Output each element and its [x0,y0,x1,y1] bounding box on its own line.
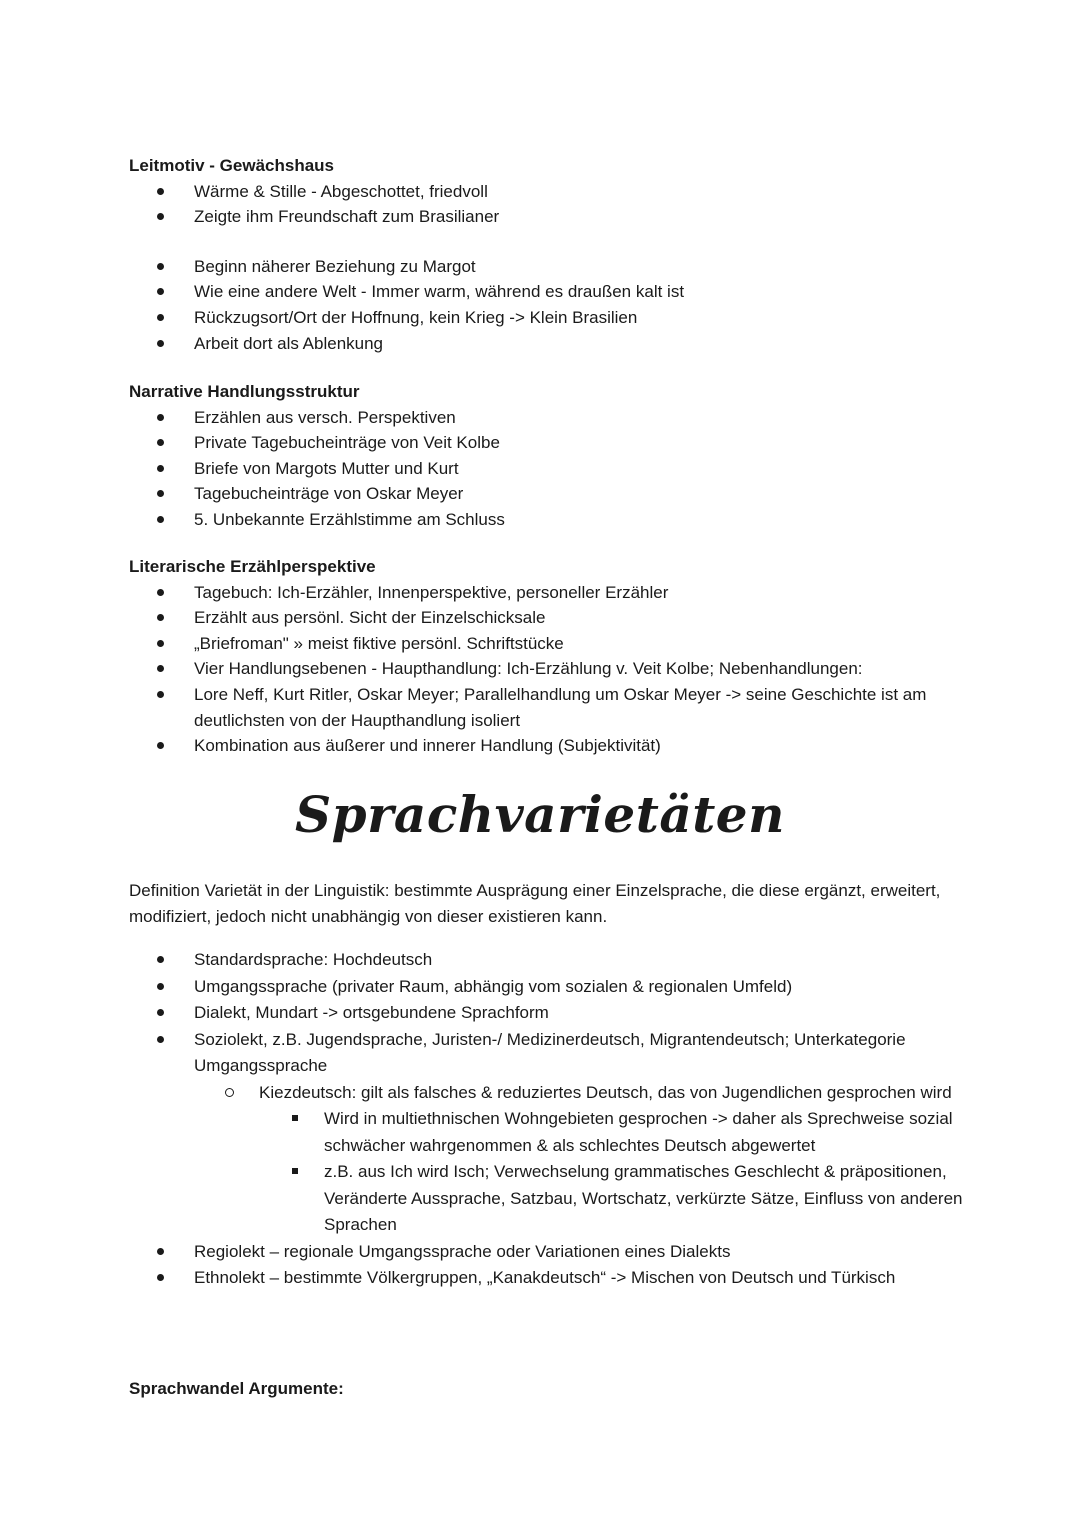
list-leitmotiv-b [129,254,969,356]
sub-sub-list-item: Wird in multiethnischen Wohngebieten gesprochen -> daher als Sprechweise sozial schwächer wahrgenommen & als schlechtes Deutsch abgewertet [129,1106,969,1159]
sub-sub-list-item: z.B. aus Ich wird Isch; Verwechselung grammatisches Geschlecht & präpositionen, Veränderte Aussprache, Satzbau, Wortschatz, verkürzte Sätze, Einfluss von anderen Sprachen [129,1159,969,1239]
list-leitmotiv-a [129,179,969,230]
list-narrative [129,405,969,533]
list-item: Soziolekt, z.B. Jugendsprache, Juristen-/ Medizinerdeutsch, Migrantendeutsch; Unterkategorie Umgangssprache [129,1027,969,1080]
list-item: Kombination aus äußerer und innerer Handlung (Subjektivität) [129,733,969,759]
sub-list-item: Kiezdeutsch: gilt als falsches & reduziertes Deutsch, das von Jugendlichen gesprochen wird [129,1080,969,1107]
list-item: Wärme & Stille - Abgeschottet, friedvoll [129,179,969,205]
heading-leitmotiv: Leitmotiv - Gewächshaus [129,156,334,175]
section-sprachwandel [129,1376,969,1402]
list-item: Wie eine andere Welt - Immer warm, während es draußen kalt ist [129,279,969,305]
list-item: Dialekt, Mundart -> ortsgebundene Sprachform [129,1000,969,1027]
list-item: Beginn näherer Beziehung zu Margot [129,254,969,280]
heading-perspektive: Literarische Erzählperspektive [129,557,376,576]
section-leitmotiv [129,153,969,356]
section-narrative [129,379,969,533]
list-item: Private Tagebucheinträge von Veit Kolbe [129,430,969,456]
list-item: Umgangssprache (privater Raum, abhängig vom sozialen & regionalen Umfeld) [129,974,969,1001]
heading-narrative: Narrative Handlungsstruktur [129,382,360,401]
list-item: Erzählen aus versch. Perspektiven [129,405,969,431]
list-item: Regiolekt – regionale Umgangssprache oder Variationen eines Dialekts [129,1239,969,1266]
list-item: Briefe von Margots Mutter und Kurt [129,456,969,482]
list-item: Vier Handlungsebenen - Haupthandlung: Ich-Erzählung v. Veit Kolbe; Nebenhandlungen: [129,656,969,682]
list-item: Arbeit dort als Ablenkung [129,331,969,357]
definition-text: Definition Varietät in der Linguistik: bestimmte Ausprägung einer Einzelsprache, die diese ergänzt, erweitert, modifiziert, jedoch nicht unabhängig von dieser existieren kann. [129,881,941,926]
heading-sprachwandel: Sprachwandel Argumente: [129,1379,344,1398]
section-perspektive [129,554,969,759]
list-item: Zeigte ihm Freundschaft zum Brasilianer [129,204,969,230]
list-item: Erzählt aus persönl. Sicht der Einzelschicksale [129,605,969,631]
section-sprachvarietaeten [129,878,969,1292]
list-item: Lore Neff, Kurt Ritler, Oskar Meyer; Parallelhandlung um Oskar Meyer -> seine Geschichte ist am deutlichsten von der Haupthandlung isoliert [129,682,969,733]
list-item: Tagebuch: Ich-Erzähler, Innenperspektive, personeller Erzähler [129,580,969,606]
list-perspektive [129,580,969,759]
list-item: Tagebucheinträge von Oskar Meyer [129,481,969,507]
list-item: Standardsprache: Hochdeutsch [129,947,969,974]
list-varietaeten [129,947,969,1292]
list-item: „Briefroman" » meist fiktive persönl. Schriftstücke [129,631,969,657]
page-title: Sprachvarietäten [295,785,785,844]
list-item: 5. Unbekannte Erzählstimme am Schluss [129,507,969,533]
list-item: Ethnolekt – bestimmte Völkergruppen, „Kanakdeutsch“ -> Mischen von Deutsch und Türkisch [129,1265,969,1292]
list-item: Rückzugsort/Ort der Hoffnung, kein Krieg -> Klein Brasilien [129,305,969,331]
